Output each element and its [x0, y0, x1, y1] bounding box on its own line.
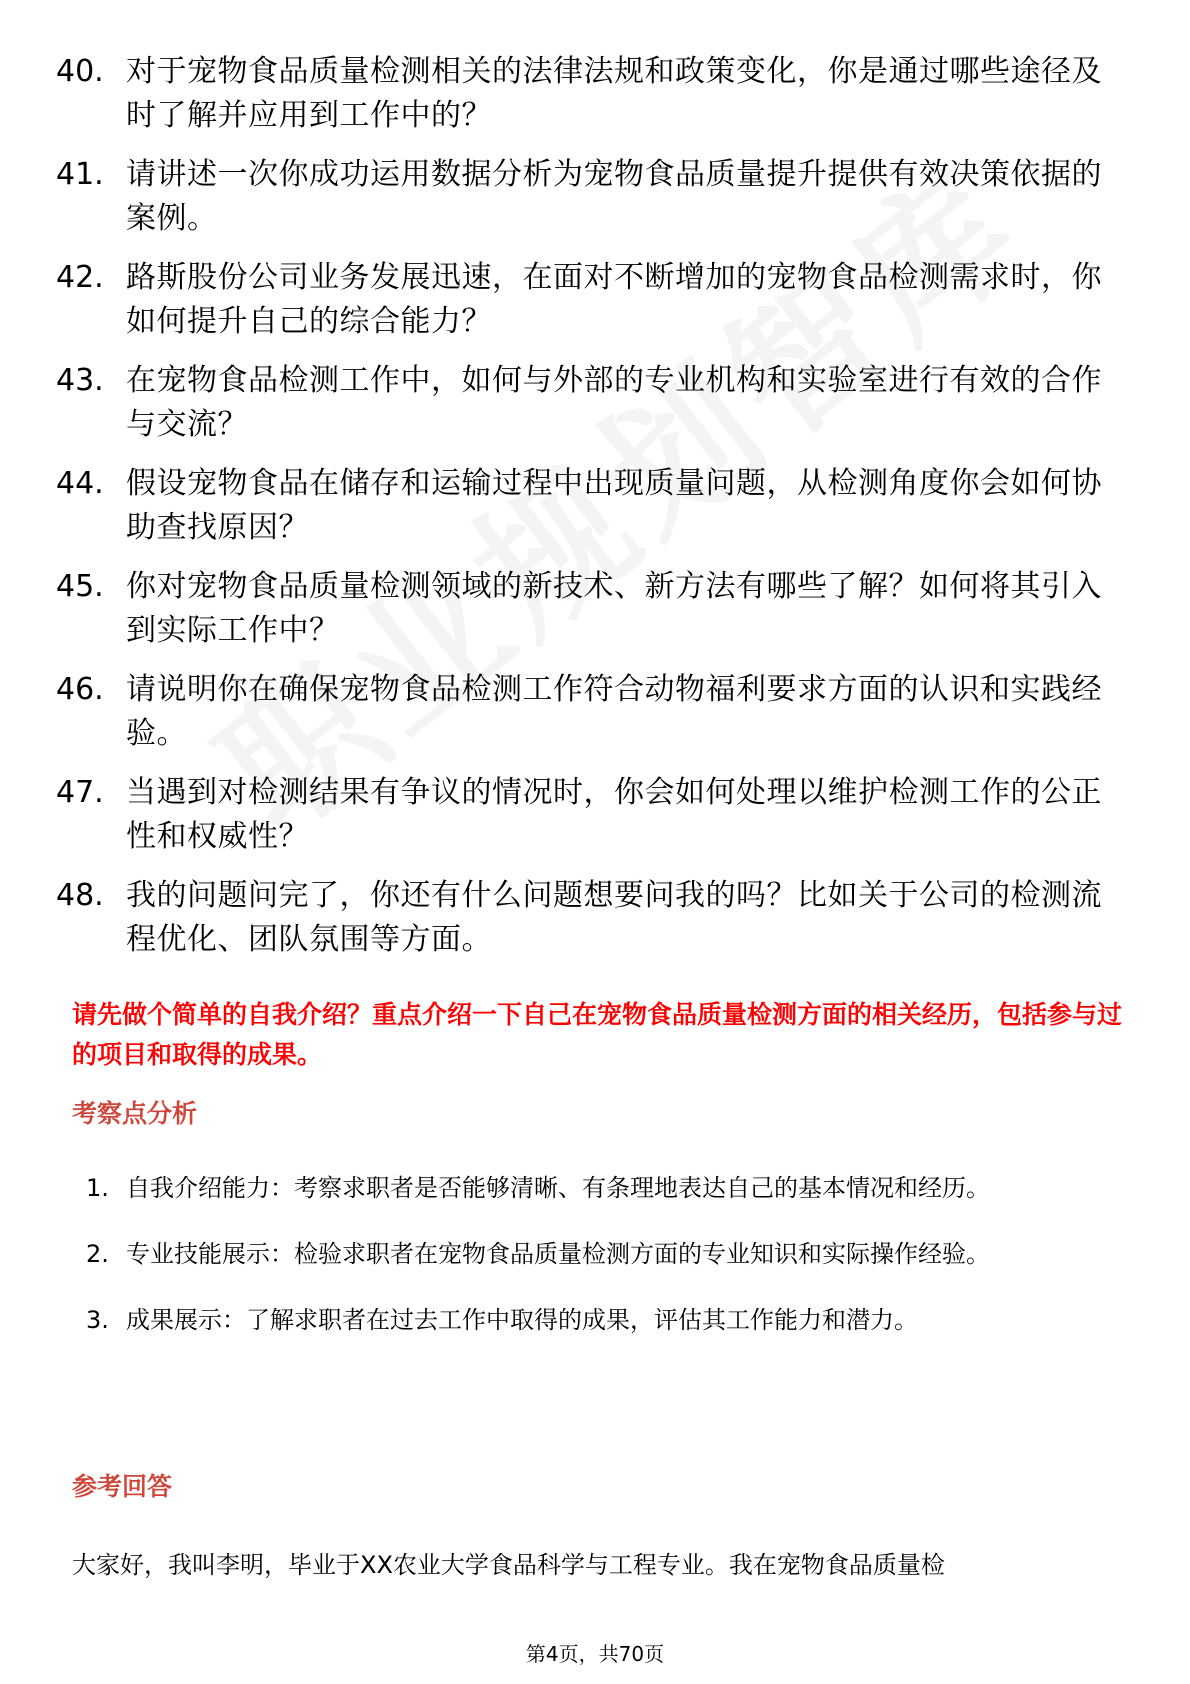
analysis-heading: 考察点分析 [72, 1099, 198, 1128]
question-item [0, 874, 1190, 962]
analysis-text: 成果展示：了解求职者在过去工作中取得的成果，评估其工作能力和潜力。 [126, 1306, 918, 1334]
question-number: 44. [56, 466, 104, 501]
question-number: 47. [56, 775, 104, 810]
question-item [0, 668, 1190, 756]
page-number: 第4页，共70页 [525, 1642, 665, 1666]
answer-heading: 参考回答 [72, 1472, 173, 1501]
question-text: 在宠物食品检测工作中，如何与外部的专业机构和实验室进行有效的合作与交流？ [126, 363, 1102, 442]
question-text: 你对宠物食品质量检测领域的新技术、新方法有哪些了解？如何将其引入到实际工作中？ [126, 569, 1102, 648]
question-item [0, 565, 1190, 653]
question-text: 对于宠物食品质量检测相关的法律法规和政策变化，你是通过哪些途径及时了解并应用到工作中的？ [126, 54, 1102, 133]
featured-question: 请先做个简单的自我介绍？重点介绍一下自己在宠物食品质量检测方面的相关经历，包括参与过的项目和取得的成果。 [72, 1000, 1123, 1069]
analysis-item [0, 1292, 1190, 1348]
question-number: 48. [56, 878, 104, 913]
question-number: 41. [56, 157, 104, 192]
question-number: 42. [56, 260, 104, 295]
question-item [0, 50, 1190, 138]
analysis-text: 专业技能展示：检验求职者在宠物食品质量检测方面的专业知识和实际操作经验。 [126, 1240, 990, 1268]
analysis-number: 1. [86, 1174, 109, 1202]
question-item [0, 359, 1190, 447]
question-item [0, 462, 1190, 550]
question-item [0, 256, 1190, 344]
question-text: 当遇到对检测结果有争议的情况时，你会如何处理以维护检测工作的公正性和权威性？ [126, 775, 1102, 854]
analysis-item [0, 1226, 1190, 1282]
question-number: 46. [56, 672, 104, 707]
question-text: 请讲述一次你成功运用数据分析为宠物食品质量提升提供有效决策依据的案例。 [126, 157, 1102, 236]
question-number: 40. [56, 54, 104, 89]
question-list [0, 50, 1190, 977]
question-text: 请说明你在确保宠物食品检测工作符合动物福利要求方面的认识和实践经验。 [126, 672, 1102, 751]
analysis-list [0, 1160, 1190, 1358]
analysis-number: 2. [86, 1240, 109, 1268]
question-number: 43. [56, 363, 104, 398]
analysis-item [0, 1160, 1190, 1216]
question-item [0, 153, 1190, 241]
question-item [0, 771, 1190, 859]
question-number: 45. [56, 569, 104, 604]
analysis-number: 3. [86, 1306, 109, 1334]
answer-text: 大家好，我叫李明，毕业于XX农业大学食品科学与工程专业。我在宠物食品质量检 [72, 1551, 945, 1579]
analysis-text: 自我介绍能力：考察求职者是否能够清晰、有条理地表达自己的基本情况和经历。 [126, 1174, 990, 1202]
question-text: 我的问题问完了，你还有什么问题想要问我的吗？比如关于公司的检测流程优化、团队氛围等方面。 [126, 878, 1102, 957]
question-text: 路斯股份公司业务发展迅速，在面对不断增加的宠物食品检测需求时，你如何提升自己的综合能力？ [126, 260, 1102, 339]
question-text: 假设宠物食品在储存和运输过程中出现质量问题，从检测角度你会如何协助查找原因？ [126, 466, 1102, 545]
